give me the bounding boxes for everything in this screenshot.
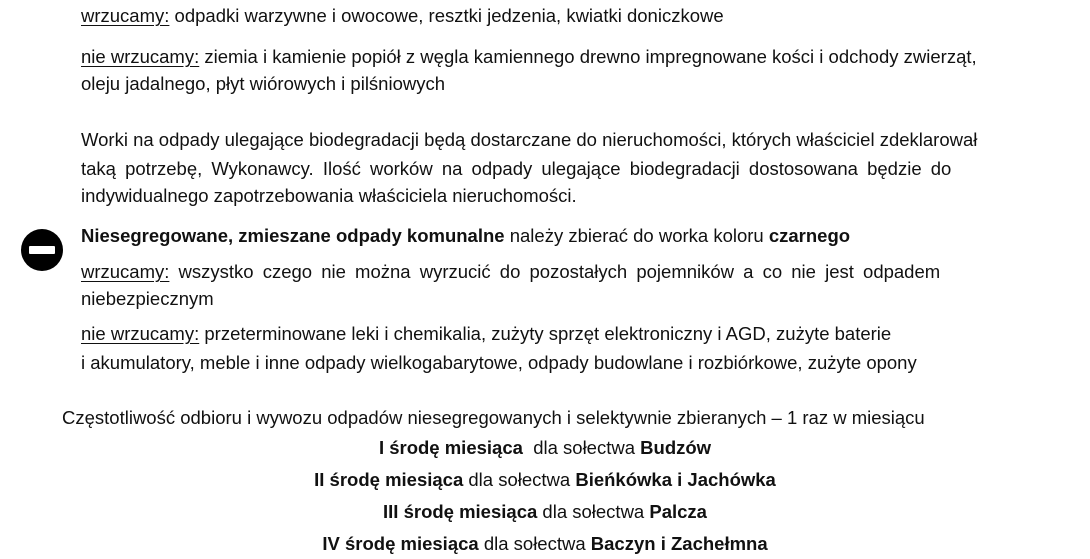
schedule-row bbox=[0, 499, 1090, 525]
schedule-where: Budzów bbox=[640, 437, 712, 458]
schedule-intro: Częstotliwość odbioru i wywozu odpadów niesegregowanych i selektywnie zbieranych – 1 raz w miesiącu bbox=[62, 407, 925, 428]
allowed-label: wrzucamy: bbox=[81, 5, 170, 26]
bags-line1: Worki na odpady ulegające biodegradacji będą dostarczane do nieruchomości, których właściciel zdeklarował bbox=[81, 129, 978, 150]
allowed-text: odpadki warzywne i owocowe, resztki jedzenia, kwiatki doniczkowe bbox=[169, 5, 724, 26]
schedule-mid: dla sołectwa bbox=[478, 533, 591, 554]
schedule-mid: dla sołectwa bbox=[522, 437, 641, 458]
mixed-forbidden-line2: i akumulatory, meble i inne odpady wielkogabarytowe, odpady budowlane i rozbiórkowe, zużyte opony bbox=[81, 352, 917, 373]
bags-line2 bbox=[81, 156, 1072, 182]
schedule-when: IV środę miesiąca bbox=[322, 533, 479, 554]
bag-color: czarnego bbox=[768, 225, 851, 246]
schedule-row bbox=[0, 531, 1090, 557]
bags-line2-text: taką potrzebę, Wykonawcy. Ilość worków na odpady ulegające biodegradacji dostosowana będzie do bbox=[81, 158, 952, 179]
schedule-where: Palcza bbox=[649, 501, 707, 522]
mixed-allowed-line1 bbox=[81, 259, 940, 285]
forbidden-label: nie wrzucamy: bbox=[81, 46, 200, 67]
mixed-forbidden-label: nie wrzucamy: bbox=[81, 323, 200, 344]
mixed-forbidden-text: przeterminowane leki i chemikalia, zużyty sprzęt elektroniczny i AGD, zużyte baterie bbox=[199, 323, 892, 344]
mixed-title bbox=[81, 223, 850, 249]
schedule-mid: dla sołectwa bbox=[537, 501, 650, 522]
schedule-where: Bieńkówka i Jachówka bbox=[575, 469, 776, 490]
schedule-when: II środę miesiąca bbox=[314, 469, 464, 490]
mixed-allowed-line2: niebezpiecznym bbox=[81, 288, 214, 309]
schedule-when: III środę miesiąca bbox=[383, 501, 538, 522]
schedule-row bbox=[0, 435, 1090, 461]
mixed-forbidden-line1 bbox=[81, 321, 891, 347]
schedule-mid: dla sołectwa bbox=[463, 469, 576, 490]
schedule-when: I środę miesiąca bbox=[378, 437, 523, 458]
mixed-title-bold: Niesegregowane, zmieszane odpady komunalne bbox=[81, 225, 505, 246]
bio-forbidden-line1 bbox=[81, 44, 977, 70]
mixed-title-rest: należy zbierać do worka koloru bbox=[504, 225, 769, 246]
bags-line3: indywidualnego zapotrzebowania właściciela nieruchomości. bbox=[81, 185, 577, 206]
mixed-allowed-label: wrzucamy: bbox=[81, 261, 170, 282]
forbidden-text: ziemia i kamienie popiół z węgla kamiennego drewno impregnowane kości i odchody zwierząt, bbox=[199, 46, 977, 67]
schedule-where: Baczyn i Zachełmna bbox=[590, 533, 768, 554]
bio-allowed-line bbox=[81, 3, 724, 29]
schedule-row bbox=[0, 467, 1090, 493]
bio-forbidden-line2: oleju jadalnego, płyt wiórowych i pilśniowych bbox=[81, 73, 446, 94]
no-entry-icon bbox=[21, 229, 63, 271]
mixed-allowed-text: wszystko czego nie można wyrzucić do pozostałych pojemników a co nie jest odpadem bbox=[169, 261, 941, 282]
